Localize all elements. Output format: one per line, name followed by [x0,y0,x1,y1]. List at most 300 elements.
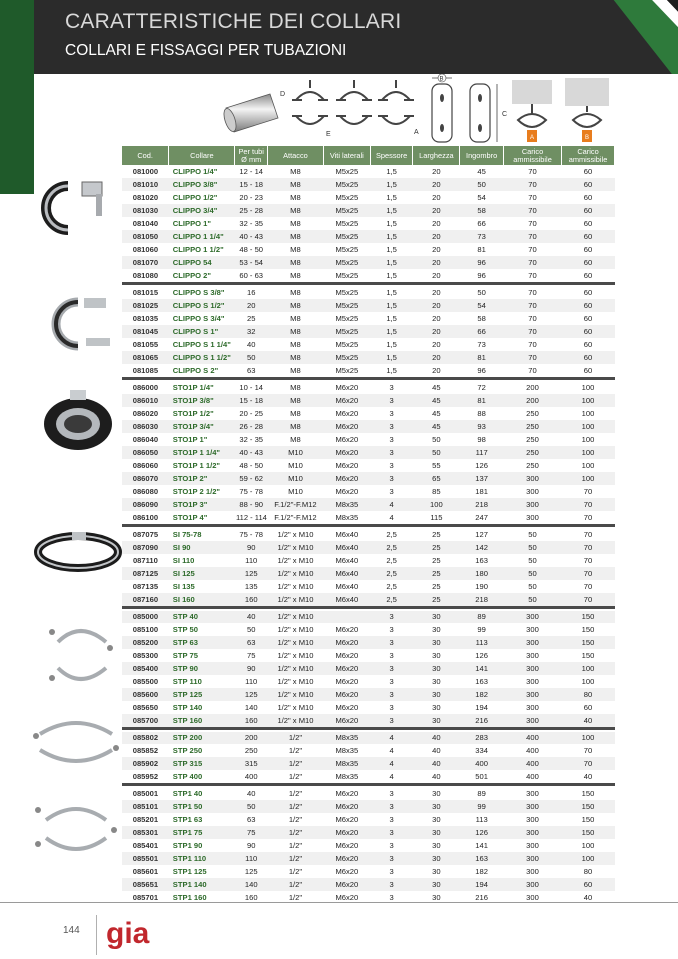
table-cell: 70 [504,325,562,338]
table-cell: 117 [460,446,504,459]
table-row [122,787,615,800]
table-cell: 26 - 28 [235,420,268,433]
table-row [122,312,615,325]
table-cell: 501 [475,771,488,781]
table-cell: 73 [460,230,504,243]
table-cell: 163 [475,555,488,565]
table-cell: 3 [370,662,413,675]
table-cell: 20 [432,313,441,323]
table-cell: 283 [460,731,504,744]
table-cell: 20 [413,325,460,338]
table-cell: 25 [432,555,441,565]
table-cell: 1/2" x M10 [277,530,314,539]
product-code: 085650 [132,702,159,712]
table-cell: 100 [581,676,595,686]
clamp-diagram-icon [336,80,372,124]
table-cell: 96 [477,365,486,375]
table-cell: 40 [432,745,441,755]
col-header: Viti laterali [323,146,370,165]
table-cell: M8 [267,256,323,269]
table-cell: M10 [267,446,323,459]
table-cell: 1/2" x M10 [267,541,323,554]
table-cell: 75 [235,826,268,839]
table-row [122,649,615,662]
table-cell: 300 [526,650,539,660]
table-cell: 25 [432,581,441,591]
table-row [122,878,615,891]
table-cell: 3 [370,688,413,701]
table-cell: M8 [267,325,323,338]
table-cell: 16 [246,288,256,297]
table-cell: 70 [504,204,562,217]
table-cell: 1/2" x M10 [277,650,314,660]
table-row [122,269,615,282]
table-cell: 30 [413,688,460,701]
product-name: STP 315 [169,757,235,770]
table-cell: M6x20 [335,650,359,660]
product-code: 085401 [132,840,159,850]
table-cell: 70 [528,166,537,176]
table-cell: 1/2" [267,852,323,865]
table-cell: 125 [235,688,268,701]
product-code: 081045 [122,325,169,338]
table-cell: M8 [290,192,301,202]
table-cell: M8 [290,244,301,254]
table-cell: M6x20 [323,826,370,839]
table-cell: 163 [460,852,504,865]
product-code: 086040 [132,434,159,444]
product-code: 085301 [122,826,169,839]
product-name: STP1 160 [172,892,207,902]
pipe-diagram-icon [222,91,285,133]
table-row [122,459,615,472]
table-cell: 1,5 [370,178,413,191]
table-row [122,580,615,593]
table-cell: M8 [267,204,323,217]
strap-length-diagram-icon [470,84,497,142]
table-row [122,420,615,433]
table-cell: M6x20 [335,460,359,470]
table-cell: 30 [413,662,460,675]
product-code: 081010 [122,178,169,191]
table-cell: M8x35 [335,512,359,522]
gia-logo [104,913,162,953]
table-cell: 30 [432,702,441,712]
table-cell: 30 [432,892,441,902]
table-body [122,165,615,904]
product-code: 086090 [122,498,169,511]
table-row [122,757,615,770]
table-row [122,217,615,230]
table-cell: 300 [504,800,562,813]
table-cell: 20 [432,166,441,176]
table-cell: 1/2" x M10 [267,662,323,675]
table-cell: 50 [246,624,256,634]
product-code: 081000 [132,166,159,176]
table-cell: M8x35 [335,745,359,755]
table-cell: M6x20 [335,383,359,392]
product-code: 086050 [122,446,169,459]
page-header [0,0,678,74]
table-cell: 45 [432,383,441,392]
table-cell: 40 [583,892,593,902]
table-cell: 70 [528,313,537,323]
table-row [122,610,615,623]
table-cell: 315 [235,757,268,770]
table-cell: 30 [432,676,441,686]
table-cell: 60 [583,702,593,712]
strap-width-diagram-icon [432,74,452,142]
product-code: 085701 [132,892,159,902]
stp1-clamp-photo [30,800,122,860]
table-cell: 70 [583,512,593,522]
table-cell: 50 [504,593,562,606]
table-cell: 1,5 [370,204,413,217]
table-cell: 81 [460,394,504,407]
product-name: CLIPPO 54 [169,256,235,269]
table-row [122,800,615,813]
product-name: SI 110 [172,555,195,565]
table-cell: 40 - 43 [235,446,268,459]
table-cell: 160 [235,714,268,727]
table-cell: F.1/2"-F.M12 [267,498,323,511]
table-cell: 60 [583,270,593,280]
col-header: Larghezza [413,146,460,165]
table-cell: 60 [583,339,593,349]
table-cell: 1,5 [386,313,397,323]
product-code: 081015 [132,288,159,297]
product-name: CLIPPO 3/8" [169,178,235,191]
table-cell: 30 [432,624,441,634]
table-cell: 65 [413,472,460,485]
product-name: STO1P 2 1/2" [172,486,221,496]
col-header: Attacco [267,146,323,165]
table-row [122,433,615,446]
table-cell: 89 [477,789,486,798]
table-cell: 3 [370,852,413,865]
table-cell: 89 [460,610,504,623]
svg-text:B: B [585,135,590,141]
col-header: Carico ammissibile [504,146,562,165]
table-cell: 90 [246,840,256,850]
table-cell: 216 [475,892,488,902]
table-row [122,364,615,377]
table-cell: M6x20 [323,394,370,407]
table-cell: M6x20 [323,662,370,675]
table-cell: 20 [413,204,460,217]
table-cell: M5x25 [335,270,359,280]
table-cell: 12 - 14 [239,166,264,176]
product-code: 085902 [122,757,169,770]
table-row [122,541,615,554]
table-cell: M6x20 [323,446,370,459]
product-code: 085001 [132,789,159,798]
table-cell: 4 [389,745,394,755]
product-code: 087135 [132,581,159,591]
table-cell: 30 [413,610,460,623]
table-cell: 1/2" x M10 [277,581,314,591]
table-cell: 20 [432,244,441,254]
table-cell: 30 [432,814,441,824]
table-cell: 70 [562,593,615,606]
table-cell: M8 [290,408,301,418]
product-name: STP1 110 [169,852,235,865]
table-row [122,865,615,878]
table-cell: 73 [477,339,486,349]
table-cell: 300 [526,866,539,876]
table-cell: M8x35 [323,731,370,744]
table-cell: M6x40 [323,567,370,580]
table-cell: 100 [562,446,615,459]
product-name: STO1P 2" [169,472,235,485]
table-row [122,485,615,498]
table-cell: M8x35 [323,498,370,511]
product-name: STP 140 [172,702,203,712]
table-cell: 300 [504,636,562,649]
table-cell: 63 [246,814,256,824]
table-cell: 1/2" x M10 [267,688,323,701]
table-cell: 70 [528,339,537,349]
product-table [122,146,615,904]
table-cell: 150 [562,610,615,623]
table-cell: 66 [460,325,504,338]
product-name: STO1P 3/8" [169,394,235,407]
table-row [122,299,615,312]
product-code: 085802 [122,731,169,744]
table-cell: 3 [370,826,413,839]
table-cell: 400 [460,757,504,770]
table-cell: 140 [235,878,268,891]
table-cell: 137 [460,472,504,485]
product-name: STO1P 1/2" [172,408,214,418]
product-code: 085200 [122,636,169,649]
page-number: 144 [63,925,80,936]
product-name: CLIPPO S 3/8" [172,288,225,297]
table-cell: F.1/2"-F.M12 [274,512,317,522]
table-cell: 54 [477,192,486,202]
table-cell: M5x25 [335,339,359,349]
table-cell: 194 [460,878,504,891]
table-cell: 25 [413,541,460,554]
table-row [122,165,615,178]
table-cell: 32 - 35 [239,218,264,228]
table-cell: 90 [235,662,268,675]
table-cell: 20 [432,270,441,280]
table-cell: 250 [526,408,539,418]
table-cell: 30 [413,800,460,813]
table-cell: M5x25 [335,244,359,254]
table-cell: 81 [460,351,504,364]
table-cell: 182 [475,866,488,876]
table-row [122,394,615,407]
product-name: STO1P 3/4" [169,420,235,433]
table-cell: 25 [246,313,256,323]
table-cell: 3 [389,486,394,496]
table-cell: 3 [370,878,413,891]
table-cell: 126 [475,460,488,470]
table-cell: 300 [504,878,562,891]
table-cell: 20 - 23 [239,192,264,202]
table-cell: M8 [290,383,301,392]
table-cell: 20 [235,299,268,312]
table-cell: 40 [413,757,460,770]
product-code: 081040 [132,218,159,228]
table-cell: 100 [581,460,595,470]
table-cell: 1/2" [288,840,303,850]
table-cell: 3 [389,434,394,444]
table-cell: 20 [432,365,441,375]
table-cell: 2,5 [370,593,413,606]
table-row [122,381,615,394]
product-code: 086000 [132,383,159,392]
table-cell: 48 - 50 [239,244,264,254]
table-cell: 1/2" [267,731,323,744]
table-cell: 25 [413,593,460,606]
product-code: 085400 [122,662,169,675]
table-cell: 70 [583,486,593,496]
col-header: Collare [169,146,235,165]
table-cell: 142 [460,541,504,554]
product-code: 081030 [122,204,169,217]
table-row [122,472,615,485]
product-name: SI 160 [169,593,235,606]
table-cell: 60 [562,256,615,269]
table-cell: 60 [583,288,593,297]
table-cell: 40 [432,771,441,781]
table-cell: M5x25 [323,178,370,191]
table-cell: 3 [389,702,394,712]
product-name: STP1 125 [172,866,207,876]
table-cell: 10 - 14 [239,383,264,392]
table-cell: M8x35 [335,771,359,781]
table-cell: 70 [528,192,537,202]
table-cell: 2,5 [370,567,413,580]
table-cell: 1/2" x M10 [267,567,323,580]
table-cell: 1,5 [386,166,397,176]
product-name: CLIPPO 1 1/4" [169,230,235,243]
col-header: Per tubi Ø mm [235,146,268,165]
table-cell: M5x25 [323,351,370,364]
table-row [122,446,615,459]
table-cell: M5x25 [323,204,370,217]
table-cell: 3 [389,892,394,902]
table-cell: 1/2" x M10 [267,714,323,727]
table-cell: M6x20 [335,676,359,686]
product-code: 086010 [122,394,169,407]
table-row [122,731,615,744]
product-code: 085201 [132,814,159,824]
col-header: Spessore [370,146,413,165]
table-cell: 50 [504,541,562,554]
product-name: STP 50 [172,624,198,634]
table-cell: 300 [526,789,539,798]
table-cell: 20 [413,299,460,312]
product-code: 085501 [122,852,169,865]
table-row [122,675,615,688]
table-cell: 2,5 [386,530,397,539]
table-cell: 40 [413,731,460,744]
table-cell: 1/2" [288,745,303,755]
table-cell: 150 [562,826,615,839]
table-cell: M8 [267,420,323,433]
table-cell: 1/2" x M10 [267,593,323,606]
table-cell: M6x20 [323,878,370,891]
table-cell: 60 [562,178,615,191]
product-code: 085101 [122,800,169,813]
table-cell: 30 [413,826,460,839]
table-cell: 140 [244,702,258,712]
load-radial-diagram-icon [565,78,609,142]
table-cell: M8 [267,178,323,191]
product-name: STP1 90 [172,840,203,850]
clippo-clamp-photo [38,176,122,240]
product-name: CLIPPO S 1 1/4" [172,339,231,349]
header-stripe-decoration [578,0,678,74]
table-cell: 45 [432,408,441,418]
table-cell: 70 [528,244,537,254]
table-cell: M5x25 [335,288,359,297]
table-cell: M8 [290,166,301,176]
table-cell: 300 [504,498,562,511]
table-cell: 100 [562,394,615,407]
table-cell: 80 [562,688,615,701]
product-name: STP 160 [169,714,235,727]
table-cell: 81 [477,244,486,254]
table-cell: 400 [504,757,562,770]
table-cell: 70 [528,270,537,280]
table-cell: 50 [528,581,537,591]
table-cell: 1,5 [386,270,397,280]
table-cell: 126 [475,650,488,660]
table-cell: 3 [389,789,394,798]
table-cell: 190 [475,581,488,591]
table-cell: 1/2" [267,757,323,770]
table-cell: M8 [290,270,301,280]
table-cell: 300 [504,662,562,675]
table-cell: M6x20 [323,420,370,433]
table-cell: M6x20 [323,714,370,727]
table-cell: 25 [413,567,460,580]
product-code: 087125 [122,567,169,580]
table-cell: 135 [244,581,258,591]
table-row [122,511,615,524]
table-row [122,528,615,541]
product-name: STP 400 [172,771,203,781]
table-cell: 60 [562,325,615,338]
table-cell: 50 [235,351,268,364]
table-cell: 54 [460,299,504,312]
table-cell: 70 [504,178,562,191]
table-cell: 4 [370,731,413,744]
table-cell: 20 - 25 [239,408,264,418]
sto1p-clamp-photo [38,386,122,460]
product-code: 085100 [132,624,159,634]
product-name: STP 200 [169,731,235,744]
product-name: CLIPPO 2" [172,270,211,280]
table-cell [323,610,370,623]
table-cell: 3 [370,714,413,727]
table-cell: 250 [526,434,539,444]
product-code: 081025 [122,299,169,312]
table-cell: 98 [477,434,486,444]
table-row [122,338,615,351]
table-cell: 250 [504,420,562,433]
table-cell: M5x25 [335,166,359,176]
table-cell: 250 [526,460,539,470]
table-cell: 126 [460,826,504,839]
table-cell: M5x25 [335,218,359,228]
table-cell: 1/2" x M10 [277,555,314,565]
